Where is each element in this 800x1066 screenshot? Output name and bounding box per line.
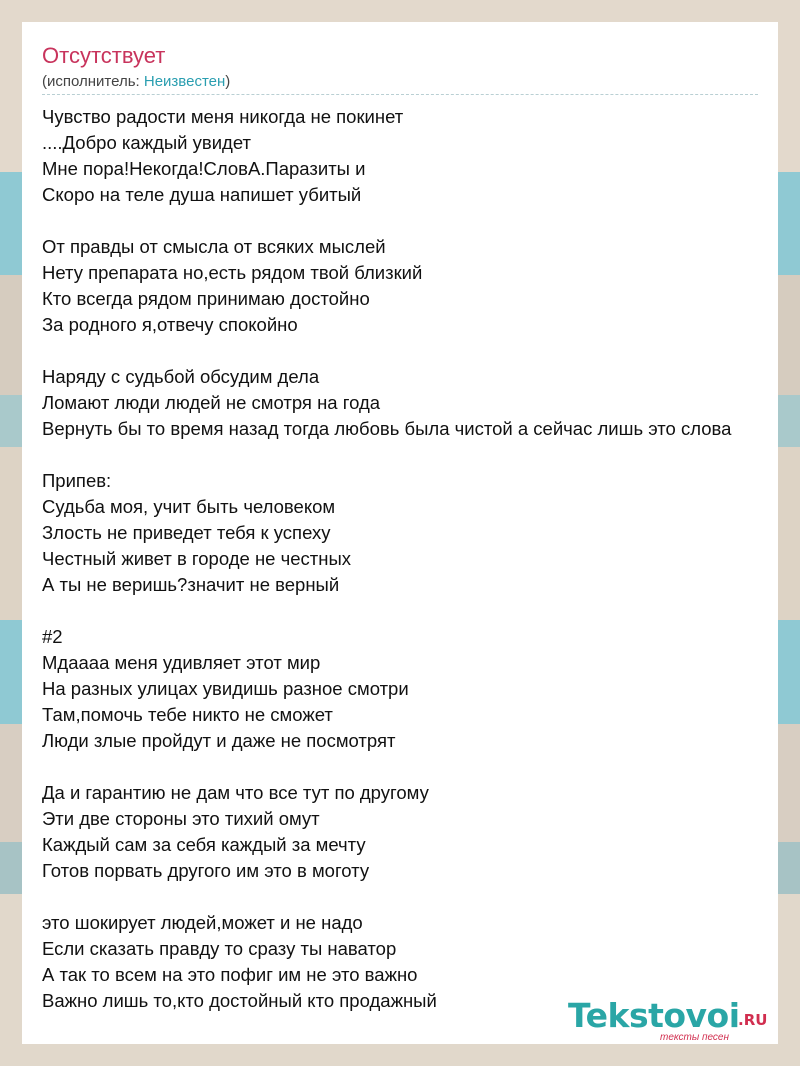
artist-line — [42, 73, 230, 91]
title-divider — [42, 94, 758, 95]
lyrics-line: Судьба моя, учит быть человеком — [42, 496, 336, 517]
lyrics-blank-line — [42, 884, 778, 910]
lyrics-line: Ломают люди людей не смотря на года — [42, 392, 381, 413]
lyrics-blank-line — [42, 338, 778, 364]
lyrics-line: #2 — [42, 626, 63, 647]
lyrics-line: За родного я,отвечу спокойно — [42, 314, 298, 335]
lyrics-line: На разных улицах увидишь разное смотри — [42, 678, 409, 699]
lyrics-line: Припев: — [42, 470, 112, 491]
lyrics-line: Каждый сам за себя каждый за мечту — [42, 834, 366, 855]
lyrics-line: Мдаааа меня удивляет этот мир — [42, 652, 321, 673]
lyrics-line: это шокирует людей,может и не надо — [42, 912, 363, 933]
lyrics-line: А ты не веришь?значит не верный — [42, 574, 340, 595]
lyrics-line: Мне пора!Некогда!СловА.Паразиты и — [42, 158, 366, 179]
site-logo[interactable] — [568, 996, 778, 1044]
lyrics-blank-line — [42, 598, 778, 624]
lyrics-line: Да и гарантию не дам что все тут по другому — [42, 782, 429, 803]
lyrics-line: Готов порвать другого им это в моготу — [42, 860, 370, 881]
lyrics-line: Если сказать правду то сразу ты наватор — [42, 938, 397, 959]
lyrics-text — [42, 104, 778, 1014]
lyrics-card — [22, 22, 778, 1044]
lyrics-line: От правды от смысла от всяких мыслей — [42, 236, 386, 257]
lyrics-blank-line — [42, 208, 778, 234]
lyrics-line: Скоро на теле душа напишет убитый — [42, 184, 362, 205]
lyrics-line: А так то всем на это пофиг им не это важно — [42, 964, 418, 985]
lyrics-line: Важно лишь то,кто достойный кто продажный — [42, 990, 437, 1011]
logo-domain: .RU — [738, 1011, 768, 1029]
logo-wordmark: Tekstovoi — [568, 996, 740, 1035]
lyrics-line: Честный живет в городе не честных — [42, 548, 351, 569]
lyrics-blank-line — [42, 442, 778, 468]
lyrics-line: ....Добро каждый увидет — [42, 132, 251, 153]
lyrics-line: Злость не приведет тебя к успеху — [42, 522, 331, 543]
lyrics-line: Наряду с судьбой обсудим дела — [42, 366, 320, 387]
lyrics-line: Люди злые пройдут и даже не посмотрят — [42, 730, 396, 751]
lyrics-line: Там,помочь тебе никто не сможет — [42, 704, 333, 725]
artist-link[interactable]: Неизвестен — [143, 73, 226, 90]
song-title: Отсутствует — [42, 43, 166, 68]
lyrics-line: Вернуть бы то время назад тогда любовь была чистой а сейчас лишь это слова — [42, 418, 732, 439]
lyrics-line: Нету препарата но,есть рядом твой близкий — [42, 262, 423, 283]
logo-tagline: тексты песен — [660, 1032, 729, 1043]
artist-suffix: ) — [225, 73, 231, 90]
lyrics-line: Кто всегда рядом принимаю достойно — [42, 288, 370, 309]
artist-prefix: (исполнитель: — [42, 73, 144, 90]
lyrics-line: Эти две стороны это тихий омут — [42, 808, 320, 829]
lyrics-blank-line — [42, 754, 778, 780]
lyrics-line: Чувство радости меня никогда не покинет — [42, 106, 404, 127]
